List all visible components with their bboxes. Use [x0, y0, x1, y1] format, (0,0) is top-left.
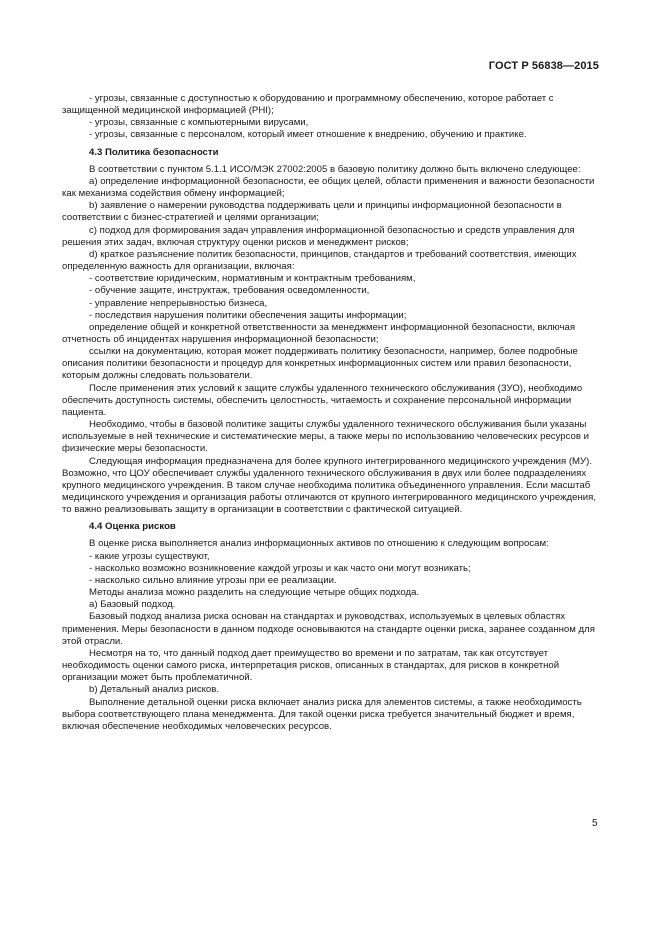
list-item: а) определение информационной безопасности, ее общих целей, области применения и важности безопасности как механизма содействия обмену информацией;	[62, 175, 595, 200]
paragraph: Методы анализа можно разделить на следующие четыре общих подхода.	[89, 587, 420, 599]
list-item: а) Базовый подход.	[89, 599, 176, 611]
section-heading: 4.3 Политика безопасности	[89, 146, 219, 158]
paragraph: определение общей и конкретной ответственности за менеджмент информационной безопасности, включая отчетность об инцидентах нарушения информационной безопасности;	[62, 321, 576, 345]
document-header: ГОСТ Р 56838—2015	[488, 60, 599, 72]
list-item: - какие угрозы существуют,	[89, 550, 210, 562]
document-body	[62, 93, 599, 733]
list-item: с) подход для формирования задач управления информационной безопасностью и средств управления для решения этих задач, включая структуру оценки рисков и менеджмент рисков;	[62, 224, 575, 248]
list-item: - угрозы, связанные с компьютерными вирусами,	[89, 117, 309, 129]
list-item: d) краткое разъяснение политик безопасности, принципов, стандартов и требований соответствия, имеющих определенную важность для организации, включая:	[62, 248, 577, 273]
page-number: 5	[592, 818, 598, 829]
paragraph: ссылки на документацию, которая может поддерживать политику безопасности, например, более подробные описания политики безопасности и процедур для конкретных информационных систем или правил безопасности, которым должны следовать пользователи.	[62, 346, 578, 382]
list-item: - соответствие юридическим, нормативным и контрактным требованиям,	[89, 273, 416, 285]
list-item: - угрозы, связанные с персоналом, который имеет отношение к внедрению, обучению и практике.	[89, 129, 527, 141]
list-item: - насколько возможно возникновение каждой угрозы и как часто они могут возникать;	[89, 562, 471, 574]
list-item: - последствия нарушения политики обеспечения защиты информации;	[89, 309, 407, 321]
list-item: - угрозы, связанные с доступностью к оборудованию и программному обеспечению, которое работает с защищенной медицинской информацией (PHI);	[62, 93, 554, 117]
paragraph: Необходимо, чтобы в базовой политике защиты службы удаленного технического обслуживания были указаны используемые в ней технические и систематические меры, а также меры по использованию человеческих ресурсов и физические меры безопасности.	[62, 419, 589, 455]
list-item: - насколько сильно влияние угрозы при ее реализации.	[89, 574, 337, 586]
list-item: - обучение защите, инструктаж, требования осведомленности,	[89, 285, 370, 297]
paragraph: После применения этих условий к защите службы удаленного технического обслуживания (ЗУО), необходимо обеспечить доступность системы, обеспечить целостность, читаемость и сохранение персональной информации пациента.	[62, 382, 583, 418]
paragraph: Несмотря на то, что данный подход дает преимущество во времени и по затратам, так как отсутствует необходимость оценки самого риска, интерпретация рисков, описанных в стандартах, для рисков в конкретной организации может быть проблематичной.	[62, 647, 560, 684]
paragraph: Выполнение детальной оценки риска включает анализ риска для элементов системы, а также необходимость выбора соответствующего плана менеджмента. Для такой оценки риска требуется значительный бюджет и время, включая обеспечение необходимых человеческих ресурсов.	[62, 696, 582, 732]
paragraph: Базовый подход анализа риска основан на стандартах и руководствах, используемых в целевых областях применения. Меры безопасности в данном подходе основываются на стандарте оценки риска, заранее созданном для этой отрасли.	[62, 611, 595, 647]
list-item: b) Детальный анализ рисков.	[89, 684, 220, 696]
paragraph: Следующая информация предназначена для более крупного интегрированного медицинского учреждения (МУ). Возможно, что ЦОУ обеспечивает службы удаленного технического обслуживания в двух или более подразделениях крупного медицинского учреждения. В таком случае необходима политика объединенного управления. Если масштаб медицинского учреждения и организация работы отличаются от крупного интегрированного медицинского учреждения, то важно реализовывать защиту в организации в соответствии с фактической ситуацией.	[62, 455, 596, 516]
list-item: b) заявление о намерении руководства поддерживать цели и принципы информационной безопасности в соответствии с бизнес-стратегией и целями организации;	[62, 200, 562, 224]
paragraph: В оценке риска выполняется анализ информационных активов по отношению к следующим вопросам:	[89, 538, 549, 550]
section-heading: 4.4 Оценка рисков	[89, 521, 176, 533]
list-item: - управление непрерывностью бизнеса,	[89, 297, 268, 309]
paragraph: В соответствии с пунктом 5.1.1 ИСО/МЭК 27002:2005 в базовую политику должно быть включено следующее:	[89, 163, 581, 175]
